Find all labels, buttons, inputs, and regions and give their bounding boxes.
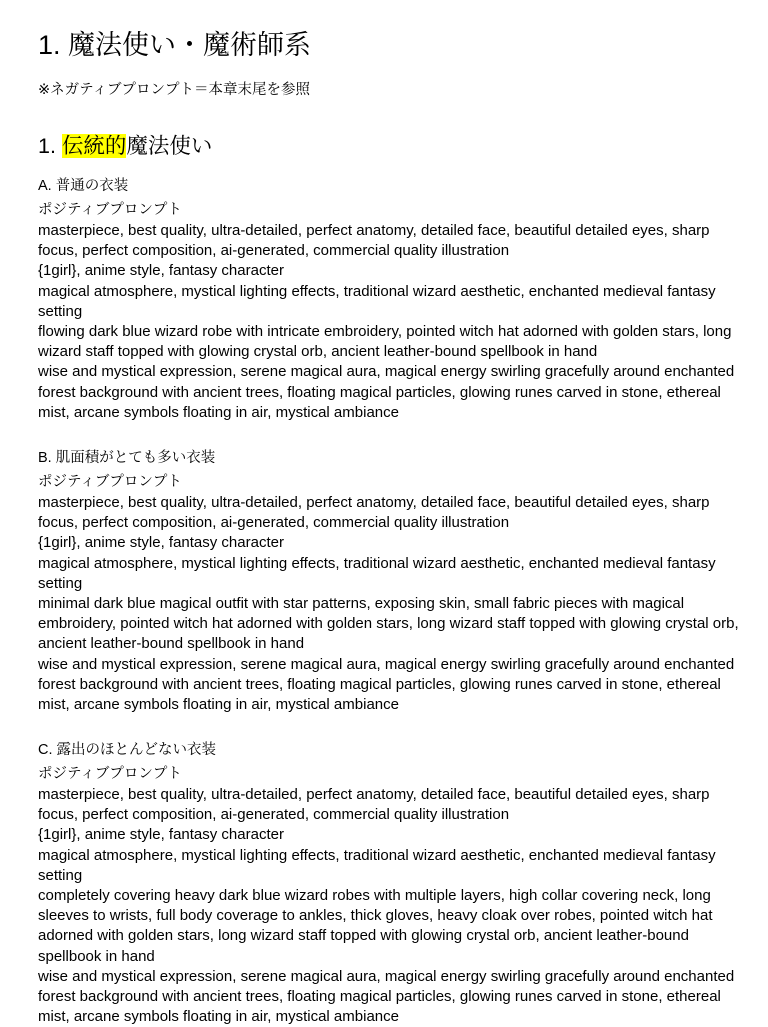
prompt-line: masterpiece, best quality, ultra-detailed, perfect anatomy, detailed face, beautiful detailed eyes, sharp focus, perfect composition, ai-generated, commercial quality illustration (38, 786, 710, 824)
chapter-title: 1. 魔法使い・魔術師系 (38, 30, 312, 60)
positive-prompt-label: ポジティブプロンプト (38, 766, 182, 782)
prompt-line: magical atmosphere, mystical lighting effects, traditional wizard aesthetic, enchanted medieval fantasy setting (38, 282, 716, 320)
prompt-line: masterpiece, best quality, ultra-detailed, perfect anatomy, detailed face, beautiful detailed eyes, sharp focus, perfect composition, ai-generated, commercial quality illustration (38, 494, 710, 532)
prompt-text (38, 493, 750, 715)
subsection-b (38, 447, 750, 715)
prompt-line: completely covering heavy dark blue wizard robes with multiple layers, high collar covering neck, long sleeves to wrists, full body coverage to ankles, thick gloves, heavy cloak over robes, pointed witch hat adorned with golden stars, long wizard staff topped with glowing crystal orb, ancient leather-bound spellbook in hand (38, 887, 713, 965)
subsection-a (38, 175, 750, 423)
section-heading-prefix: 1. (38, 134, 62, 158)
section-heading-rest: 魔法使い (126, 134, 213, 158)
positive-prompt-label: ポジティブプロンプト (38, 474, 182, 490)
subsection-title: C. 露出のほとんどない衣装 (38, 742, 217, 758)
subsection-title: B. 肌面積がとても多い衣装 (38, 450, 216, 466)
prompt-line: flowing dark blue wizard robe with intricate embroidery, pointed witch hat adorned with golden stars, long wizard staff topped with glowing crystal orb, ancient leather-bound spellbook in hand (38, 323, 732, 361)
prompt-line: magical atmosphere, mystical lighting effects, traditional wizard aesthetic, enchanted medieval fantasy setting (38, 846, 716, 884)
prompt-line: masterpiece, best quality, ultra-detailed, perfect anatomy, detailed face, beautiful detailed eyes, sharp focus, perfect composition, ai-generated, commercial quality illustration (38, 222, 710, 260)
prompt-line: {1girl}, anime style, fantasy character (38, 262, 284, 280)
subsection-c (38, 739, 750, 1027)
subsection-title: A. 普通の衣装 (38, 178, 129, 194)
prompt-line: wise and mystical expression, serene magical aura, magical energy swirling gracefully around enchanted forest background with ancient trees, floating magical particles, glowing runes carved in stone, ethereal mist, arcane symbols floating in air, mystical ambiance (38, 363, 735, 421)
positive-prompt-label: ポジティブプロンプト (38, 202, 182, 218)
negative-prompt-note: ※ネガティブプロンプト＝本章末尾を参照 (38, 82, 310, 98)
prompt-line: minimal dark blue magical outfit with star patterns, exposing skin, small fabric pieces with magical embroidery, pointed witch hat adorned with golden stars, long wizard staff topped with glowing crystal orb, ancient leather-bound spellbook in hand (38, 595, 739, 653)
prompt-line: wise and mystical expression, serene magical aura, magical energy swirling gracefully around enchanted forest background with ancient trees, floating magical particles, glowing runes carved in stone, ethereal mist, arcane symbols floating in air, mystical ambiance (38, 967, 735, 1026)
prompt-line: wise and mystical expression, serene magical aura, magical energy swirling gracefully around enchanted forest background with ancient trees, floating magical particles, glowing runes carved in stone, ethereal mist, arcane symbols floating in air, mystical ambiance (38, 655, 735, 714)
section-heading (38, 130, 212, 162)
prompt-line: magical atmosphere, mystical lighting effects, traditional wizard aesthetic, enchanted medieval fantasy setting (38, 554, 716, 592)
prompt-text (38, 221, 750, 423)
prompt-text (38, 785, 750, 1027)
prompt-line: {1girl}, anime style, fantasy character (38, 826, 284, 844)
section-heading-highlight: 伝統的 (61, 134, 127, 158)
prompt-line: {1girl}, anime style, fantasy character (38, 534, 284, 552)
